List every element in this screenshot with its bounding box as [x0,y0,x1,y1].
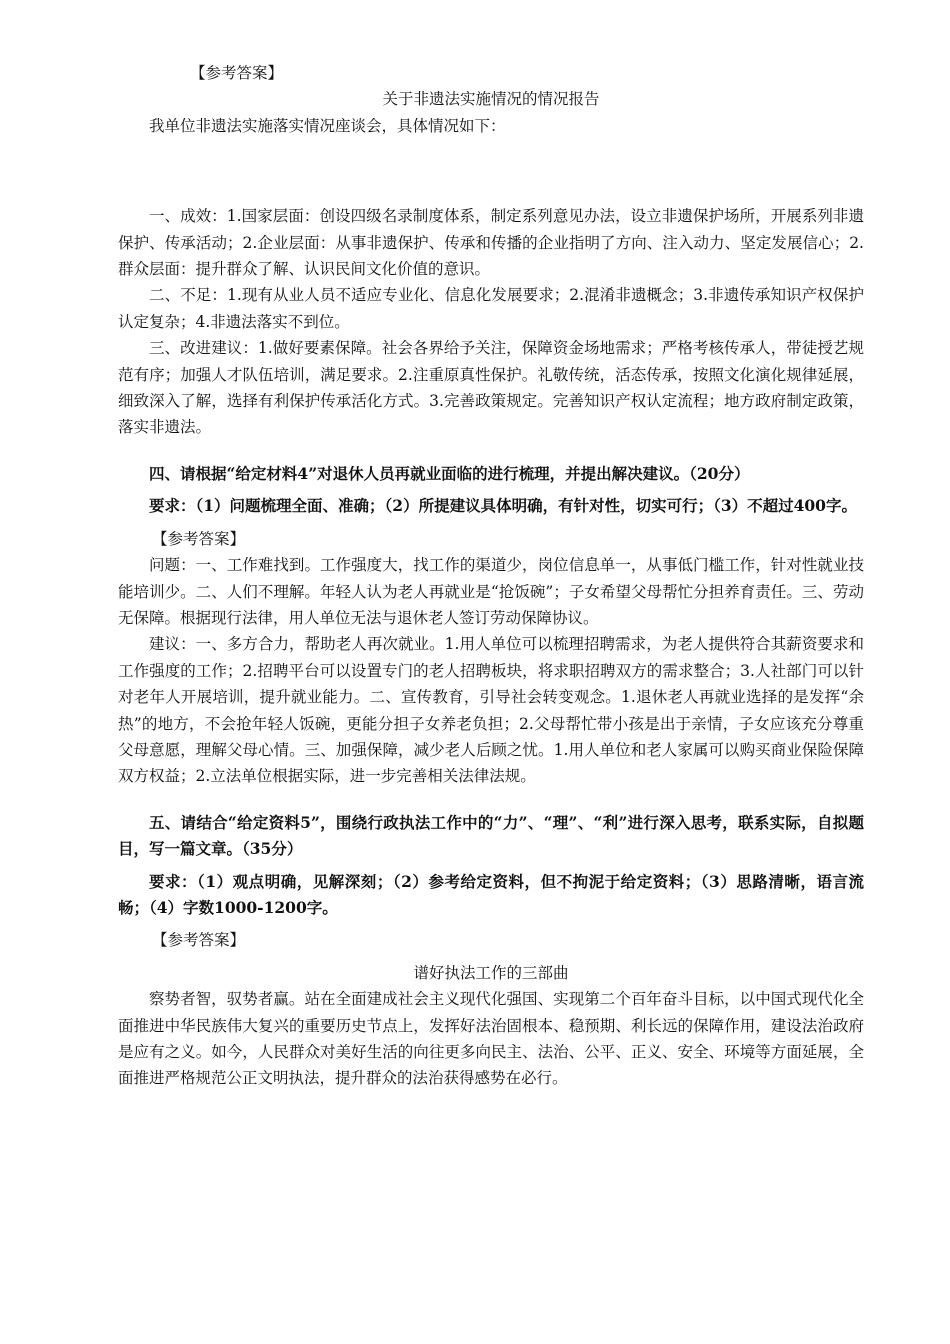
essay-paragraph-1: 察势者智，驭势者赢。站在全面建成社会主义现代化强国、实现第二个百年奋斗目标，以中国式现代化全面推进中华民族伟大复兴的重要历史节点上，发挥好法治固根本、稳预期、利长远的保障作用，建设法治政府是应有之义。如今，人民群众对美好生活的向往更多向民主、法治、公平、正义、安全、环境等方面延展，全面推进严格规范公正文明执法，提升群众的法治获得感势在必行。 [118,990,864,1088]
spacer [118,790,864,810]
report-paragraph-shortcomings: 二、不足：1.现有从业人员不适应专业化、信息化发展要求；2.混淆非遗概念；3.非遗传承知识产权保护认定复杂；4.非遗法落实不到位。 [118,286,864,331]
report-intro: 我单位非遗法实施落实情况座谈会，具体情况如下： [149,116,506,135]
essay-title: 谱好执法工作的三部曲 [413,963,569,982]
question-4: 四、请根据“给定材料4”对退休人员再就业面临的进行梳理，并提出解决建议。（20分） [149,463,750,483]
reference-answer-label: 【参考答案】 [152,529,246,548]
answer-4-suggestions: 建议：一、多方合力，帮助老人再次就业。1.用人单位可以梳理招聘需求，为老人提供符合其薪资要求和工作强度的工作；2.招聘平台可以设置专门的老人招聘板块，将求职招聘双方的需求整合；3.人社部门可以针对老年人开展培训，提升就业能力。二、宣传教育，引导社会转变观念。1.退休老人再就业选择的是发挥“余热”的地方，不会抢年轻人饭碗，更能分担子女养老负担；2.父母帮忙带小孩是出于亲情，子女应该充分尊重父母意愿，理解父母心情。三、加强保障，减少老人后顾之忧。1.用人单位和老人家属可以购买商业保险保障双方权益；2.立法单位根据实际，进一步完善相关法律法规。 [118,635,864,786]
answer-4-problems: 问题：一、工作难找到。工作强度大，找工作的渠道少，岗位信息单一，从事低门槛工作，针对性就业技能培训少。二、人们不理解。年轻人认为老人再就业是“抢饭碗”；子女希望父母帮忙分担养育责任。三、劳动无保障。根据现行法律，用人单位无法与退休老人签订劳动保障协议。 [118,556,864,627]
report-paragraph-suggestions: 三、改进建议：1.做好要素保障。社会各界给予关注，保障资金场地需求；严格考核传承人，带徒授艺规范有序；加强人才队伍培训，满足要求。2.注重原真性保护。礼敬传统，活态传承，按照文化演化规律延展，细致深入了解，选择有利保护传承活化方式。3.完善政策规定。完善知识产权认定流程；地方政府制定政策，落实非遗法。 [118,339,864,437]
spacer [118,441,864,461]
question-4-requirements: 要求：（1）问题梳理全面、准确；（2）所提建议具体明确，有针对性，切实可行；（3）不超过400字。 [149,496,857,516]
reference-answer-label: 【参考答案】 [152,931,246,950]
question-5: 五、请结合“给定资料5”，围绕行政执法工作中的“力”、“理”、“利”进行深入思考，联系实际，自拟题目，写一篇文章。（35分） [118,812,864,859]
spacer [118,139,864,203]
reference-answer-label: 【参考答案】 [190,64,284,82]
report-paragraph-achievements: 一、成效：1.国家层面：创设四级名录制度体系，制定系列意见办法，设立非遗保护场所，开展系列非遗保护、传承活动；2.企业层面：从事非遗保护、传承和传播的企业指明了方向、注入动力、坚定发展信心；2.群众层面：提升群众了解、认识民间文化价值的意识。 [118,207,864,279]
question-5-requirements: 要求：（1）观点明确，见解深刻；（2）参考给定资料，但不拘泥于给定资料；（3）思路清晰，语言流畅；（4）字数1000-1200字。 [118,871,864,917]
report-title: 关于非遗法实施情况的情况报告 [382,90,600,109]
